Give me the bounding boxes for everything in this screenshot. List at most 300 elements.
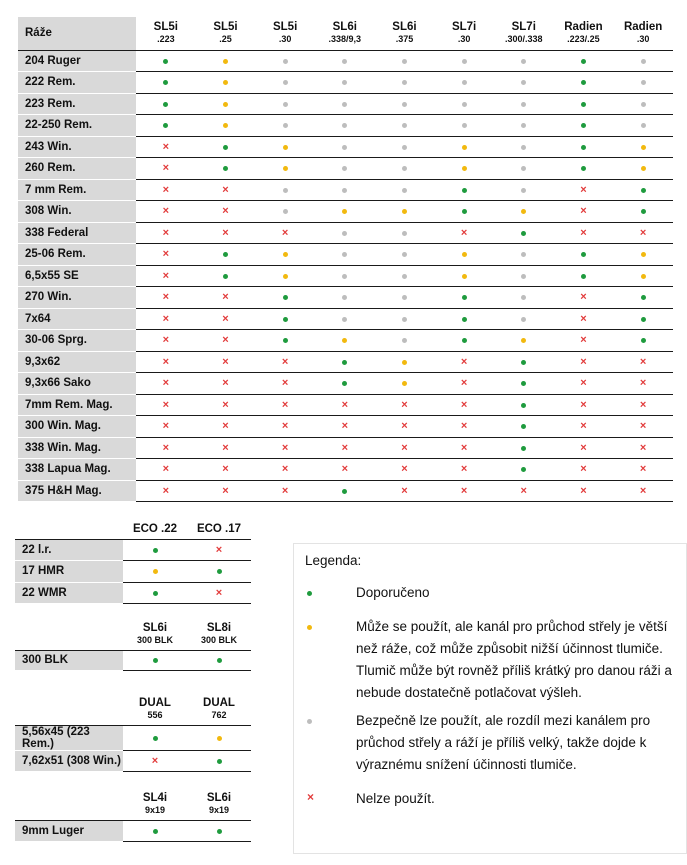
yellow-dot-icon (217, 736, 222, 741)
green-dot-icon (641, 295, 646, 300)
compatibility-cell (196, 373, 256, 395)
compatibility-cell (613, 244, 673, 266)
gray-dot-icon (283, 59, 288, 64)
compatibility-cell (554, 394, 614, 416)
red-cross-icon: × (162, 248, 170, 261)
gray-dot-icon (521, 295, 526, 300)
column-subtitle: .30 (278, 34, 292, 45)
compatibility-cell (494, 136, 554, 158)
red-cross-icon: × (222, 205, 229, 218)
red-cross-icon: × (281, 355, 289, 368)
compatibility-cell (315, 394, 375, 416)
compatibility-cell (255, 136, 315, 158)
red-cross-icon: × (580, 226, 587, 239)
compatibility-cell (613, 50, 673, 72)
column-header (187, 618, 251, 650)
column-subtitle: 762 (211, 709, 227, 720)
caliber-label: 338 Win. Mag. (18, 437, 136, 459)
column-name: SL5i (213, 21, 238, 34)
compatibility-cell (613, 330, 673, 352)
red-cross-icon: × (162, 441, 170, 454)
red-cross-icon: × (162, 183, 170, 196)
green-dot-icon (153, 658, 158, 663)
gray-dot-icon (402, 274, 407, 279)
compatibility-cell (434, 459, 494, 481)
legend-item-recommended (305, 582, 675, 604)
green-dot-icon (581, 80, 586, 85)
compatibility-cell (187, 750, 251, 771)
green-dot-icon (462, 209, 467, 214)
green-dot-icon (163, 59, 168, 64)
compatibility-cell (255, 222, 315, 244)
red-cross-icon: × (401, 441, 408, 454)
compatibility-cell (136, 287, 196, 309)
gray-dot-icon (283, 188, 288, 193)
compatibility-cell (255, 265, 315, 287)
red-cross-icon: × (222, 398, 229, 411)
gray-dot-icon (641, 59, 646, 64)
compatibility-cell (375, 201, 435, 223)
caliber-label: 22 WMR (15, 582, 123, 604)
compatibility-cell (136, 351, 196, 373)
yellow-dot-icon (223, 80, 228, 85)
compatibility-cell (196, 179, 256, 201)
compatibility-cell (375, 330, 435, 352)
yellow-dot-icon (402, 360, 407, 365)
compatibility-cell (494, 287, 554, 309)
red-cross-icon: × (162, 484, 170, 497)
table-row (18, 394, 673, 416)
red-cross-icon: × (162, 420, 170, 433)
legend-text: Může se použít, ale kanál pro průchod střely je větší než ráže, což může způsobit nižší účinnost tlumiče. Tlumič může být rovněž příliš krátký pro danou ráži a nebude dostatečně potlačovat výšleh. (356, 619, 672, 700)
compatibility-cell (613, 437, 673, 459)
compatibility-cell (434, 136, 494, 158)
gray-dot-icon (402, 295, 407, 300)
compatibility-cell (434, 330, 494, 352)
compatibility-cell (255, 416, 315, 438)
green-dot-icon (153, 736, 158, 741)
column-subtitle: .223/.25 (567, 34, 600, 45)
gray-dot-icon (641, 123, 646, 128)
compatibility-cell (315, 265, 375, 287)
compatibility-cell (613, 179, 673, 201)
compatibility-cell (554, 437, 614, 459)
green-dot-icon (153, 548, 158, 553)
compatibility-cell (196, 287, 256, 309)
compatibility-cell (187, 650, 251, 670)
red-cross-icon: × (162, 463, 170, 476)
green-dot-icon (163, 123, 168, 128)
compatibility-cell (613, 373, 673, 395)
gray-dot-icon (521, 59, 526, 64)
yellow-dot-icon (307, 625, 312, 630)
column-name: ECO .22 (132, 522, 178, 535)
compatibility-cell (123, 561, 187, 583)
compatibility-cell (315, 416, 375, 438)
compatibility-cell (375, 93, 435, 115)
green-dot-icon (217, 829, 222, 834)
compatibility-cell (136, 459, 196, 481)
table-row (18, 437, 673, 459)
red-cross-icon: × (639, 398, 647, 411)
gray-dot-icon (462, 102, 467, 107)
compatibility-cell (255, 201, 315, 223)
compatibility-cell (494, 330, 554, 352)
compatibility-cell (494, 394, 554, 416)
compatibility-cell (315, 72, 375, 94)
compatibility-cell (434, 351, 494, 373)
yellow-dot-icon (521, 338, 526, 343)
gray-dot-icon (283, 209, 288, 214)
compatibility-cell (136, 437, 196, 459)
compatibility-cell (196, 72, 256, 94)
legend-box (293, 543, 687, 854)
gray-dot-icon (402, 252, 407, 257)
compatibility-cell (196, 244, 256, 266)
compatibility-cell (613, 480, 673, 502)
compatibility-cell (613, 158, 673, 180)
yellow-dot-icon (342, 209, 347, 214)
compatibility-cell (196, 115, 256, 137)
red-cross-icon: × (341, 441, 349, 454)
compatibility-cell (434, 373, 494, 395)
red-cross-icon: × (639, 463, 647, 476)
red-cross-icon: × (162, 269, 170, 282)
column-subtitle: .30 (457, 34, 471, 45)
red-cross-icon: × (222, 226, 229, 239)
caliber-label: 22 l.r. (15, 539, 123, 561)
compatibility-cell (375, 136, 435, 158)
column-subtitle: .338/9,3 (328, 34, 362, 45)
blk-table-header (15, 618, 251, 650)
compatibility-cell (375, 373, 435, 395)
caliber-label: 25-06 Rem. (18, 244, 136, 266)
column-name: SL6i (392, 21, 417, 34)
column-name: SL6i (206, 791, 232, 804)
table-row (18, 115, 673, 137)
gray-dot-icon (283, 80, 288, 85)
caliber-label: 223 Rem. (18, 93, 136, 115)
red-cross-icon: × (580, 291, 587, 304)
yellow-dot-icon (402, 381, 407, 386)
green-dot-icon (163, 102, 168, 107)
compatibility-cell (434, 93, 494, 115)
table-row (18, 459, 673, 481)
green-dot-icon (153, 591, 158, 596)
compatibility-cell (554, 115, 614, 137)
red-cross-icon: × (460, 484, 468, 497)
compatibility-cell (434, 480, 494, 502)
green-dot-icon (462, 338, 467, 343)
gray-dot-icon (521, 317, 526, 322)
red-cross-icon: × (162, 140, 170, 153)
caliber-label: 22-250 Rem. (18, 115, 136, 137)
yellow-dot-icon (521, 209, 526, 214)
caliber-label: 7,62x51 (308 Win.) (15, 750, 123, 771)
gray-dot-icon (283, 102, 288, 107)
compatibility-cell (613, 287, 673, 309)
green-dot-icon (641, 338, 646, 343)
table-row (18, 50, 673, 72)
compatibility-cell (613, 72, 673, 94)
compatibility-cell (494, 351, 554, 373)
column-subtitle: .25 (219, 34, 232, 45)
gray-dot-icon (342, 59, 347, 64)
compatibility-cell (375, 459, 435, 481)
compatibility-cell (494, 93, 554, 115)
compatibility-cell (255, 72, 315, 94)
caliber-label: 9,3x62 (18, 351, 136, 373)
compatibility-cell (315, 373, 375, 395)
gray-dot-icon (402, 80, 407, 85)
compatibility-cell (196, 459, 256, 481)
red-cross-icon: × (222, 420, 229, 433)
gray-dot-icon (521, 252, 526, 257)
header-label (15, 788, 123, 820)
compatibility-cell (494, 416, 554, 438)
eco-table (15, 519, 251, 604)
red-cross-icon: × (580, 398, 587, 411)
compatibility-cell (434, 394, 494, 416)
compatibility-cell (315, 459, 375, 481)
compatibility-cell (196, 136, 256, 158)
green-dot-icon (307, 591, 312, 596)
compatibility-cell (375, 287, 435, 309)
yellow-dot-icon (283, 274, 288, 279)
compatibility-cell (196, 416, 256, 438)
column-header (187, 519, 251, 539)
gray-dot-icon (307, 719, 312, 724)
legend-item-safe (305, 710, 675, 776)
green-dot-icon (163, 80, 168, 85)
compatibility-cell (554, 50, 614, 72)
compatibility-cell (554, 373, 614, 395)
gray-dot-icon (402, 338, 407, 343)
yellow-dot-icon (462, 252, 467, 257)
column-header (123, 519, 187, 539)
caliber-label: 7mm Rem. Mag. (18, 394, 136, 416)
compatibility-cell (613, 222, 673, 244)
green-dot-icon (581, 274, 586, 279)
green-dot-icon (521, 403, 526, 408)
compatibility-cell (554, 416, 614, 438)
compatibility-cell (187, 820, 251, 841)
red-cross-icon: × (401, 463, 408, 476)
red-cross-icon: × (307, 790, 315, 804)
gray-dot-icon (402, 231, 407, 236)
compatibility-cell (123, 750, 187, 771)
column-name: SL7i (511, 21, 536, 34)
gray-dot-icon (402, 317, 407, 322)
compatibility-cell (375, 179, 435, 201)
compatibility-cell (255, 287, 315, 309)
compatibility-cell (315, 351, 375, 373)
caliber-label: 7 mm Rem. (18, 179, 136, 201)
gray-dot-icon (342, 102, 347, 107)
compatibility-cell (434, 201, 494, 223)
column-header (123, 693, 187, 725)
gray-dot-icon (402, 123, 407, 128)
main-table-header (18, 17, 673, 50)
compatibility-cell (434, 50, 494, 72)
compatibility-cell (434, 308, 494, 330)
column-name: Radien (623, 21, 663, 34)
red-cross-icon: × (222, 355, 229, 368)
compatibility-cell (613, 136, 673, 158)
red-cross-icon: × (580, 441, 587, 454)
table-row (15, 820, 251, 841)
compatibility-cell (136, 416, 196, 438)
compatibility-cell (136, 72, 196, 94)
green-dot-icon (581, 145, 586, 150)
compatibility-cell (494, 308, 554, 330)
red-cross-icon: × (281, 377, 289, 390)
caliber-label: 338 Lapua Mag. (18, 459, 136, 481)
table-row (18, 416, 673, 438)
column-name: Radien (564, 21, 603, 34)
legend-item-not-usable (305, 788, 675, 810)
red-cross-icon: × (341, 420, 349, 433)
compatibility-cell (375, 72, 435, 94)
red-cross-icon: × (151, 754, 159, 767)
compatibility-cell (136, 480, 196, 502)
caliber-label: 9,3x66 Sako (18, 373, 136, 395)
header-label: Ráže (18, 17, 136, 50)
red-cross-icon: × (580, 484, 587, 497)
compatibility-cell (494, 115, 554, 137)
table-row (18, 351, 673, 373)
red-cross-icon: × (639, 441, 647, 454)
green-dot-icon (521, 360, 526, 365)
red-cross-icon: × (580, 420, 587, 433)
compatibility-cell (196, 265, 256, 287)
compatibility-cell (554, 480, 614, 502)
compatibility-cell (554, 93, 614, 115)
red-cross-icon: × (162, 355, 170, 368)
compatibility-cell (315, 244, 375, 266)
table-row (18, 201, 673, 223)
red-cross-icon: × (281, 441, 289, 454)
gray-dot-icon (462, 59, 467, 64)
compatibility-cell (187, 582, 251, 604)
compatibility-cell (554, 201, 614, 223)
gray-dot-icon (342, 145, 347, 150)
red-cross-icon: × (215, 543, 223, 556)
gray-dot-icon (521, 80, 526, 85)
table-row (18, 72, 673, 94)
gray-dot-icon (342, 317, 347, 322)
column-header (375, 17, 435, 50)
gray-dot-icon (342, 295, 347, 300)
compatibility-cell (255, 330, 315, 352)
compatibility-cell (375, 308, 435, 330)
table-row (18, 244, 673, 266)
gray-dot-icon (402, 102, 407, 107)
compatibility-cell (255, 308, 315, 330)
gray-dot-icon (342, 166, 347, 171)
column-header (123, 788, 187, 820)
yellow-dot-icon (462, 274, 467, 279)
compatibility-cell (123, 650, 187, 670)
compatibility-cell (554, 459, 614, 481)
compatibility-cell (187, 561, 251, 583)
table-row (18, 179, 673, 201)
red-cross-icon: × (580, 463, 587, 476)
red-cross-icon: × (222, 312, 229, 325)
red-cross-icon: × (460, 226, 468, 239)
caliber-label: 5,56x45 (223 Rem.) (15, 725, 123, 750)
caliber-label: 30-06 Sprg. (18, 330, 136, 352)
column-subtitle: .30 (636, 34, 650, 45)
compatibility-cell (494, 265, 554, 287)
compatibility-cell (554, 265, 614, 287)
red-cross-icon: × (460, 463, 468, 476)
caliber-label: 300 BLK (15, 650, 123, 670)
green-dot-icon (223, 252, 228, 257)
yellow-dot-icon (223, 123, 228, 128)
table-row (18, 308, 673, 330)
compatibility-cell (494, 201, 554, 223)
red-cross-icon: × (215, 586, 223, 599)
compatibility-cell (136, 222, 196, 244)
red-cross-icon: × (401, 420, 408, 433)
gray-dot-icon (402, 188, 407, 193)
compatibility-cell (554, 222, 614, 244)
compatibility-cell (315, 308, 375, 330)
gray-dot-icon (521, 145, 526, 150)
red-cross-icon: × (222, 377, 229, 390)
legend-title: Legenda: (305, 553, 362, 568)
yellow-dot-icon (283, 252, 288, 257)
gray-dot-icon (521, 166, 526, 171)
caliber-label: 6,5x55 SE (18, 265, 136, 287)
compatibility-cell (123, 582, 187, 604)
table-row (15, 725, 251, 750)
green-dot-icon (223, 274, 228, 279)
compatibility-cell (613, 459, 673, 481)
compatibility-cell (255, 351, 315, 373)
compatibility-cell (554, 308, 614, 330)
compatibility-cell (434, 72, 494, 94)
compatibility-cell (554, 72, 614, 94)
compatibility-cell (494, 373, 554, 395)
compatibility-cell (255, 50, 315, 72)
red-cross-icon: × (162, 334, 170, 347)
red-cross-icon: × (460, 398, 468, 411)
compatibility-cell (494, 244, 554, 266)
compatibility-cell (255, 93, 315, 115)
compatibility-cell (494, 222, 554, 244)
compatibility-cell (554, 351, 614, 373)
compatibility-cell (434, 179, 494, 201)
compatibility-cell (315, 201, 375, 223)
compatibility-cell (554, 287, 614, 309)
compatibility-cell (136, 115, 196, 137)
compatibility-cell (613, 351, 673, 373)
table-row (18, 222, 673, 244)
compatibility-cell (315, 136, 375, 158)
compatibility-cell (434, 115, 494, 137)
column-header (187, 788, 251, 820)
compatibility-cell (554, 179, 614, 201)
blk-table (15, 618, 251, 671)
red-cross-icon: × (281, 420, 289, 433)
table-row (18, 158, 673, 180)
green-dot-icon (521, 231, 526, 236)
column-subtitle: .375 (395, 34, 414, 45)
compatibility-cell (196, 437, 256, 459)
red-cross-icon: × (162, 226, 170, 239)
